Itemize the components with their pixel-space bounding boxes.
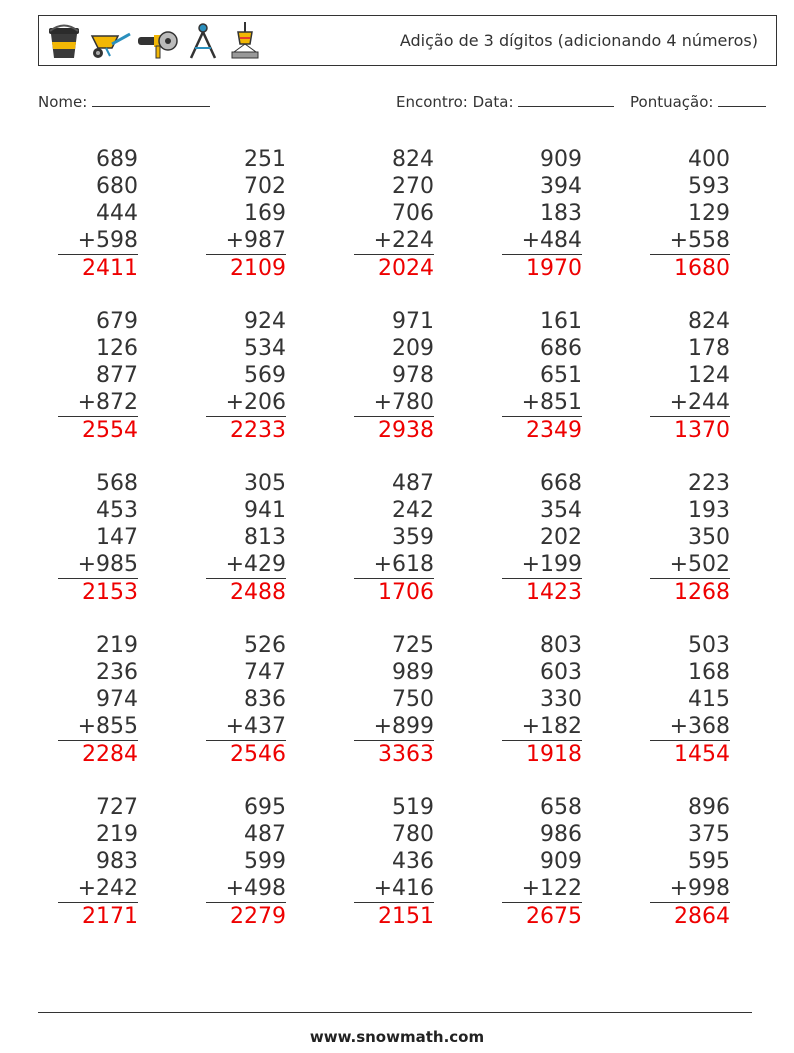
- addend-3: 415: [688, 687, 730, 712]
- problem-2: [206, 146, 286, 282]
- problem-16: [58, 632, 138, 768]
- addend-2: 702: [244, 174, 286, 199]
- problem-5: [650, 146, 730, 282]
- addend-4: +182: [502, 713, 582, 741]
- addend-2: 453: [96, 498, 138, 523]
- score-blank[interactable]: [718, 92, 766, 107]
- problem-6: [58, 308, 138, 444]
- answer: 1680: [674, 256, 730, 281]
- addend-1: 689: [96, 147, 138, 172]
- answer: 3363: [378, 742, 434, 767]
- addend-4: +199: [502, 551, 582, 579]
- worksheet-title: Adição de 3 dígitos (adicionando 4 números): [399, 31, 758, 50]
- problem-13: [354, 470, 434, 606]
- addend-1: 487: [392, 471, 434, 496]
- addend-3: 169: [244, 201, 286, 226]
- addend-2: 394: [540, 174, 582, 199]
- addend-1: 824: [392, 147, 434, 172]
- addend-3: 183: [540, 201, 582, 226]
- addend-4: +998: [650, 875, 730, 903]
- problem-17: [206, 632, 286, 768]
- score-field: [630, 92, 766, 111]
- problem-15: [650, 470, 730, 606]
- problem-23: [354, 794, 434, 930]
- addend-4: +368: [650, 713, 730, 741]
- answer: 2153: [82, 580, 138, 605]
- addend-4: +851: [502, 389, 582, 417]
- name-field: [38, 92, 210, 111]
- addend-1: 695: [244, 795, 286, 820]
- header-icons: [44, 22, 264, 62]
- addend-4: +122: [502, 875, 582, 903]
- problem-21: [58, 794, 138, 930]
- addend-2: 989: [392, 660, 434, 685]
- problem-14: [502, 470, 582, 606]
- addend-3: 330: [540, 687, 582, 712]
- addend-3: 350: [688, 525, 730, 550]
- addend-1: 725: [392, 633, 434, 658]
- addend-3: 129: [688, 201, 730, 226]
- answer: 1970: [526, 256, 582, 281]
- addend-1: 251: [244, 147, 286, 172]
- addend-3: 706: [392, 201, 434, 226]
- problem-7: [206, 308, 286, 444]
- addend-1: 503: [688, 633, 730, 658]
- worksheet-header: [38, 15, 777, 66]
- answer: 2349: [526, 418, 582, 443]
- wheelbarrow-icon: [88, 22, 132, 62]
- name-blank[interactable]: [92, 92, 210, 107]
- answer: 2024: [378, 256, 434, 281]
- addend-3: 813: [244, 525, 286, 550]
- addend-2: 375: [688, 822, 730, 847]
- addend-2: 534: [244, 336, 286, 361]
- answer: 2554: [82, 418, 138, 443]
- answer: 1706: [378, 580, 434, 605]
- addend-2: 780: [392, 822, 434, 847]
- addend-2: 487: [244, 822, 286, 847]
- answer: 2546: [230, 742, 286, 767]
- addend-1: 727: [96, 795, 138, 820]
- answer: 1423: [526, 580, 582, 605]
- addend-2: 747: [244, 660, 286, 685]
- addend-1: 219: [96, 633, 138, 658]
- addend-3: 599: [244, 849, 286, 874]
- addend-2: 193: [688, 498, 730, 523]
- addend-1: 896: [688, 795, 730, 820]
- answer: 2171: [82, 904, 138, 929]
- addend-3: 147: [96, 525, 138, 550]
- addend-2: 941: [244, 498, 286, 523]
- addend-2: 209: [392, 336, 434, 361]
- addend-4: +985: [58, 551, 138, 579]
- addend-4: +429: [206, 551, 286, 579]
- problem-20: [650, 632, 730, 768]
- problem-3: [354, 146, 434, 282]
- addend-2: 593: [688, 174, 730, 199]
- problem-4: [502, 146, 582, 282]
- addend-4: +416: [354, 875, 434, 903]
- addend-4: +598: [58, 227, 138, 255]
- addend-1: 305: [244, 471, 286, 496]
- addend-3: 978: [392, 363, 434, 388]
- encounter-date-field: [396, 92, 614, 111]
- addend-1: 568: [96, 471, 138, 496]
- addend-2: 236: [96, 660, 138, 685]
- answer: 1454: [674, 742, 730, 767]
- problem-12: [206, 470, 286, 606]
- problem-9: [502, 308, 582, 444]
- addend-1: 803: [540, 633, 582, 658]
- addend-1: 924: [244, 309, 286, 334]
- addend-4: +618: [354, 551, 434, 579]
- addend-3: 359: [392, 525, 434, 550]
- addend-1: 679: [96, 309, 138, 334]
- answer: 2488: [230, 580, 286, 605]
- answer: 2675: [526, 904, 582, 929]
- addend-4: +242: [58, 875, 138, 903]
- addend-3: 124: [688, 363, 730, 388]
- answer: 2411: [82, 256, 138, 281]
- addend-3: 444: [96, 201, 138, 226]
- addend-2: 219: [96, 822, 138, 847]
- problem-19: [502, 632, 582, 768]
- addend-2: 680: [96, 174, 138, 199]
- answer: 2279: [230, 904, 286, 929]
- answer: 1918: [526, 742, 582, 767]
- answer: 2109: [230, 256, 286, 281]
- problem-8: [354, 308, 434, 444]
- addend-2: 686: [540, 336, 582, 361]
- name-label: Nome:: [38, 93, 88, 111]
- answer: 2938: [378, 418, 434, 443]
- bucket-icon: [44, 22, 84, 62]
- addend-1: 824: [688, 309, 730, 334]
- addend-4: +498: [206, 875, 286, 903]
- addend-1: 668: [540, 471, 582, 496]
- addend-4: +244: [650, 389, 730, 417]
- problem-11: [58, 470, 138, 606]
- compass-icon: [184, 22, 222, 62]
- addend-4: +437: [206, 713, 286, 741]
- addend-3: 836: [244, 687, 286, 712]
- score-label: Pontuação:: [630, 93, 714, 111]
- addend-3: 651: [540, 363, 582, 388]
- addend-4: +855: [58, 713, 138, 741]
- addend-2: 178: [688, 336, 730, 361]
- addend-4: +206: [206, 389, 286, 417]
- addend-3: 877: [96, 363, 138, 388]
- problem-1: [58, 146, 138, 282]
- footer-site: www.snowmath.com: [309, 1028, 485, 1046]
- angle-grinder-icon: [136, 22, 180, 62]
- addend-3: 974: [96, 687, 138, 712]
- addend-4: +899: [354, 713, 434, 741]
- addend-2: 168: [688, 660, 730, 685]
- addend-1: 519: [392, 795, 434, 820]
- addend-3: 436: [392, 849, 434, 874]
- addend-1: 971: [392, 309, 434, 334]
- footer-divider: [38, 1012, 752, 1013]
- addend-4: +780: [354, 389, 434, 417]
- addend-4: +502: [650, 551, 730, 579]
- addend-1: 161: [540, 309, 582, 334]
- crane-hook-icon: [226, 22, 264, 62]
- addend-2: 242: [392, 498, 434, 523]
- addend-3: 202: [540, 525, 582, 550]
- addend-1: 526: [244, 633, 286, 658]
- addend-3: 569: [244, 363, 286, 388]
- addend-2: 986: [540, 822, 582, 847]
- addend-1: 658: [540, 795, 582, 820]
- answer: 2151: [378, 904, 434, 929]
- addend-4: +558: [650, 227, 730, 255]
- addend-1: 909: [540, 147, 582, 172]
- encounter-label: Encontro: Data:: [396, 93, 514, 111]
- addend-3: 750: [392, 687, 434, 712]
- problem-24: [502, 794, 582, 930]
- addend-3: 595: [688, 849, 730, 874]
- problem-10: [650, 308, 730, 444]
- answer: 1370: [674, 418, 730, 443]
- addend-3: 909: [540, 849, 582, 874]
- problem-18: [354, 632, 434, 768]
- addend-4: +872: [58, 389, 138, 417]
- addend-3: 983: [96, 849, 138, 874]
- addend-2: 126: [96, 336, 138, 361]
- answer: 2233: [230, 418, 286, 443]
- addend-2: 270: [392, 174, 434, 199]
- addend-2: 603: [540, 660, 582, 685]
- answer: 1268: [674, 580, 730, 605]
- addend-4: +224: [354, 227, 434, 255]
- date-blank[interactable]: [518, 92, 614, 107]
- answer: 2284: [82, 742, 138, 767]
- addend-1: 223: [688, 471, 730, 496]
- addend-4: +987: [206, 227, 286, 255]
- problem-22: [206, 794, 286, 930]
- addend-4: +484: [502, 227, 582, 255]
- problem-25: [650, 794, 730, 930]
- addend-1: 400: [688, 147, 730, 172]
- answer: 2864: [674, 904, 730, 929]
- addend-2: 354: [540, 498, 582, 523]
